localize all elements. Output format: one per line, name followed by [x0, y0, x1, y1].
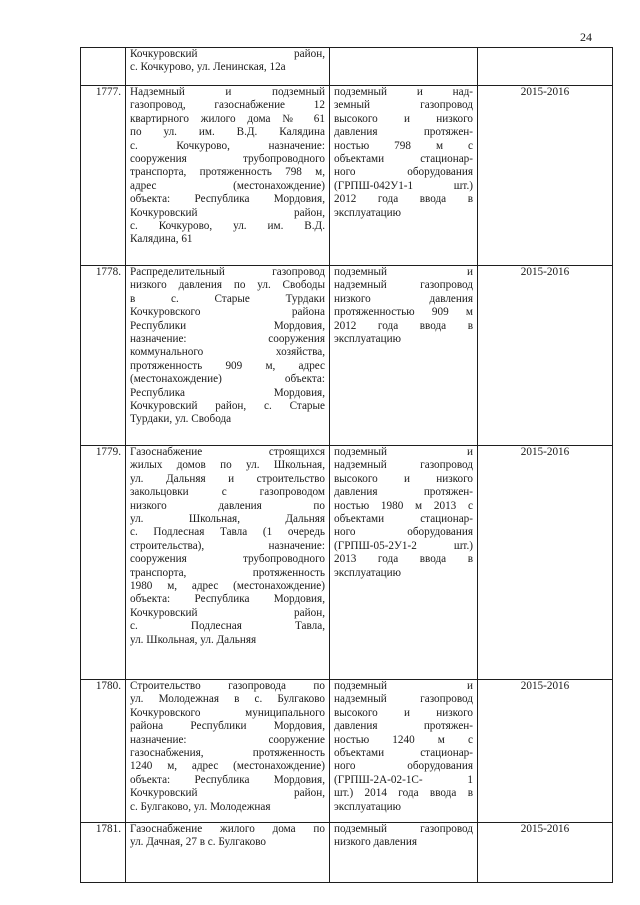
- object-name-line: низкого давления по: [130, 499, 325, 512]
- item-number: 1781.: [81, 823, 126, 883]
- object-name-line: Газоснабжение жилого дома по: [130, 823, 325, 835]
- object-characteristics-line: 2013 года ввода в: [334, 553, 473, 566]
- object-name-line: квартирного жилого дома № 61: [130, 112, 325, 125]
- registry-table: [80, 47, 613, 883]
- object-characteristics-line: низкого давления: [334, 836, 418, 849]
- object-characteristics-line: высокого и низкого: [334, 472, 473, 485]
- object-name-line: назначение: сооружения: [130, 333, 325, 346]
- object-characteristics-line: подземный и: [334, 680, 473, 692]
- table-row: [81, 446, 613, 680]
- object-name-line: сооружения трубопроводного: [130, 553, 325, 566]
- object-name-line: Республики Мордовия,: [130, 319, 325, 332]
- object-characteristics-line: эксплуатацию: [334, 566, 401, 579]
- page-number: 24: [580, 30, 592, 44]
- object-name-line: адрес (местонахождение): [130, 179, 325, 192]
- object-name-line: в с. Старые Турдаки: [130, 292, 325, 305]
- object-characteristics-line: давления протяжен-: [334, 720, 473, 733]
- object-characteristics-line: объектами стационар-: [334, 513, 473, 526]
- object-name-cell: [126, 48, 330, 86]
- object-name-line: ул. Дачная, 27 в с. Булгаково: [130, 836, 267, 849]
- object-name-line: с. Булгаково, ул. Молодежная: [130, 800, 271, 813]
- object-name-line: с. Кочкурово, назначение:: [130, 139, 325, 152]
- object-name-line: по ул. им. В.Д. Калядина: [130, 126, 325, 139]
- object-name-line: газоснабжения, протяженность: [130, 747, 325, 760]
- privatization-period: 2015-2016: [478, 266, 613, 446]
- object-name-line: объекта: Республика Мордовия,: [130, 773, 325, 786]
- object-name-line: ул. Школьная, ул. Дальняя: [130, 633, 257, 646]
- object-name-line: Кочкуровского муниципального: [130, 706, 325, 719]
- object-characteristics-line: 2012 года ввода в: [334, 193, 473, 206]
- object-name-cell: [126, 680, 330, 823]
- object-characteristics-line: надземный газопровод: [334, 279, 473, 292]
- object-characteristics-line: давления протяжен-: [334, 126, 473, 139]
- object-name-line: ул. Школьная, Дальняя: [130, 513, 325, 526]
- object-name-line: ул. Дальняя и строительство: [130, 472, 325, 485]
- object-name-line: газопровод, газоснабжение 12: [130, 99, 325, 112]
- object-characteristics-line: высокого и низкого: [334, 706, 473, 719]
- object-name-line: Кочкуровский район,: [130, 48, 325, 60]
- object-name-line: закольцовки с газопроводом: [130, 486, 325, 499]
- table-row: [81, 680, 613, 823]
- object-characteristics-line: объектами стационар-: [334, 747, 473, 760]
- object-name-line: Калядина, 61: [130, 233, 193, 246]
- object-name-line: района Республики Мордовия,: [130, 720, 325, 733]
- object-name-line: низкого давления по ул. Свободы: [130, 279, 325, 292]
- object-characteristics-line: шт.) 2014 года ввода в: [334, 787, 473, 800]
- privatization-period: [478, 48, 613, 86]
- object-characteristics-line: (ГРПШ-042У1-1 шт.): [334, 179, 473, 192]
- object-name-line: протяженность 909 м, адрес: [130, 359, 325, 372]
- object-characteristics-line: ного оборудования: [334, 166, 473, 179]
- object-name-line: 1240 м, адрес (местонахождение): [130, 760, 325, 773]
- object-name-line: Распределительный газопровод: [130, 266, 325, 278]
- object-name-line: транспорта, протяженность: [130, 566, 325, 579]
- privatization-period: 2015-2016: [478, 446, 613, 680]
- object-name-line: жилых домов по ул. Школьная,: [130, 459, 325, 472]
- object-characteristics-line: эксплуатацию: [334, 206, 401, 219]
- privatization-period: 2015-2016: [478, 823, 613, 883]
- object-name-line: с. Подлесная Тавла,: [130, 620, 325, 633]
- object-name-line: строительства), назначение:: [130, 539, 325, 552]
- object-name-line: назначение: сооружение: [130, 733, 325, 746]
- object-name-cell: [126, 86, 330, 266]
- object-name-line: объекта: Республика Мордовия,: [130, 593, 325, 606]
- object-name-line: Кочкуровский район,: [130, 606, 325, 619]
- object-name-line: объекта: Республика Мордовия,: [130, 193, 325, 206]
- object-name-line: Строительство газопровода по: [130, 680, 325, 692]
- item-number: 1780.: [81, 680, 126, 823]
- object-name-line: Кочкуровский район,: [130, 206, 325, 219]
- object-characteristics-line: протяженностью 909 м: [334, 306, 473, 319]
- item-number: 1778.: [81, 266, 126, 446]
- object-characteristics-line: ностью 1980 м 2013 с: [334, 499, 473, 512]
- object-name-line: Республика Мордовия,: [130, 386, 325, 399]
- object-characteristics-line: высокого и низкого: [334, 112, 473, 125]
- object-name-line: Кочкуровский район,: [130, 787, 325, 800]
- object-characteristics-cell: [330, 266, 478, 446]
- object-characteristics-line: земный газопровод: [334, 99, 473, 112]
- object-name-line: Кочкуровского района: [130, 306, 325, 319]
- object-characteristics-cell: [330, 446, 478, 680]
- object-name-cell: [126, 266, 330, 446]
- privatization-period: 2015-2016: [478, 680, 613, 823]
- object-characteristics-line: надземный газопровод: [334, 693, 473, 706]
- item-number: 1779.: [81, 446, 126, 680]
- object-characteristics-line: подземный газопровод: [334, 823, 473, 835]
- object-name-cell: [126, 446, 330, 680]
- table-row: [81, 823, 613, 883]
- item-number: [81, 48, 126, 86]
- object-characteristics-cell: [330, 680, 478, 823]
- object-characteristics-line: эксплуатацию: [334, 800, 401, 813]
- object-characteristics-line: подземный и: [334, 266, 473, 278]
- table-row: [81, 86, 613, 266]
- object-characteristics-line: ного оборудования: [334, 760, 473, 773]
- object-characteristics-line: объектами стационар-: [334, 153, 473, 166]
- object-characteristics-cell: [330, 48, 478, 86]
- object-name-line: с. Кочкурово, ул. Ленинская, 12а: [130, 61, 286, 74]
- object-name-cell: [126, 823, 330, 883]
- object-characteristics-line: (ГРПШ-05-2У1-2 шт.): [334, 539, 473, 552]
- table-row: [81, 48, 613, 86]
- item-number: 1777.: [81, 86, 126, 266]
- object-characteristics-line: 2012 года ввода в: [334, 319, 473, 332]
- object-name-line: Кочкуровский район, с. Старые: [130, 400, 325, 413]
- privatization-period: 2015-2016: [478, 86, 613, 266]
- object-characteristics-line: подземный и: [334, 446, 473, 458]
- object-name-line: Надземный и подземный: [130, 86, 325, 98]
- object-characteristics-line: надземный газопровод: [334, 459, 473, 472]
- object-characteristics-line: ностью 1240 м с: [334, 733, 473, 746]
- object-name-line: (местонахождение) объекта:: [130, 373, 325, 386]
- registry-table-body: [81, 48, 613, 883]
- object-name-line: с. Подлесная Тавла (1 очередь: [130, 526, 325, 539]
- object-name-line: сооружения трубопроводного: [130, 153, 325, 166]
- object-name-line: с. Кочкурово, ул. им. В.Д.: [130, 220, 325, 233]
- object-characteristics-line: ного оборудования: [334, 526, 473, 539]
- table-row: [81, 266, 613, 446]
- object-name-line: ул. Молодежная в с. Булгаково: [130, 693, 325, 706]
- object-name-line: коммунального хозяйства,: [130, 346, 325, 359]
- object-characteristics-line: эксплуатацию: [334, 333, 401, 346]
- object-characteristics-cell: [330, 86, 478, 266]
- object-name-line: 1980 м, адрес (местонахождение): [130, 580, 325, 593]
- object-characteristics-line: (ГРПШ-2А-02-1С- 1: [334, 773, 473, 786]
- object-name-line: транспорта, протяженность 798 м,: [130, 166, 325, 179]
- object-characteristics-cell: [330, 823, 478, 883]
- object-characteristics-line: ностью 798 м с: [334, 139, 473, 152]
- object-characteristics-line: низкого давления: [334, 292, 473, 305]
- object-characteristics-line: подземный и над-: [334, 86, 473, 98]
- object-characteristics-line: давления протяжен-: [334, 486, 473, 499]
- object-name-line: Турдаки, ул. Свобода: [130, 413, 232, 426]
- object-name-line: Газоснабжение строящихся: [130, 446, 325, 458]
